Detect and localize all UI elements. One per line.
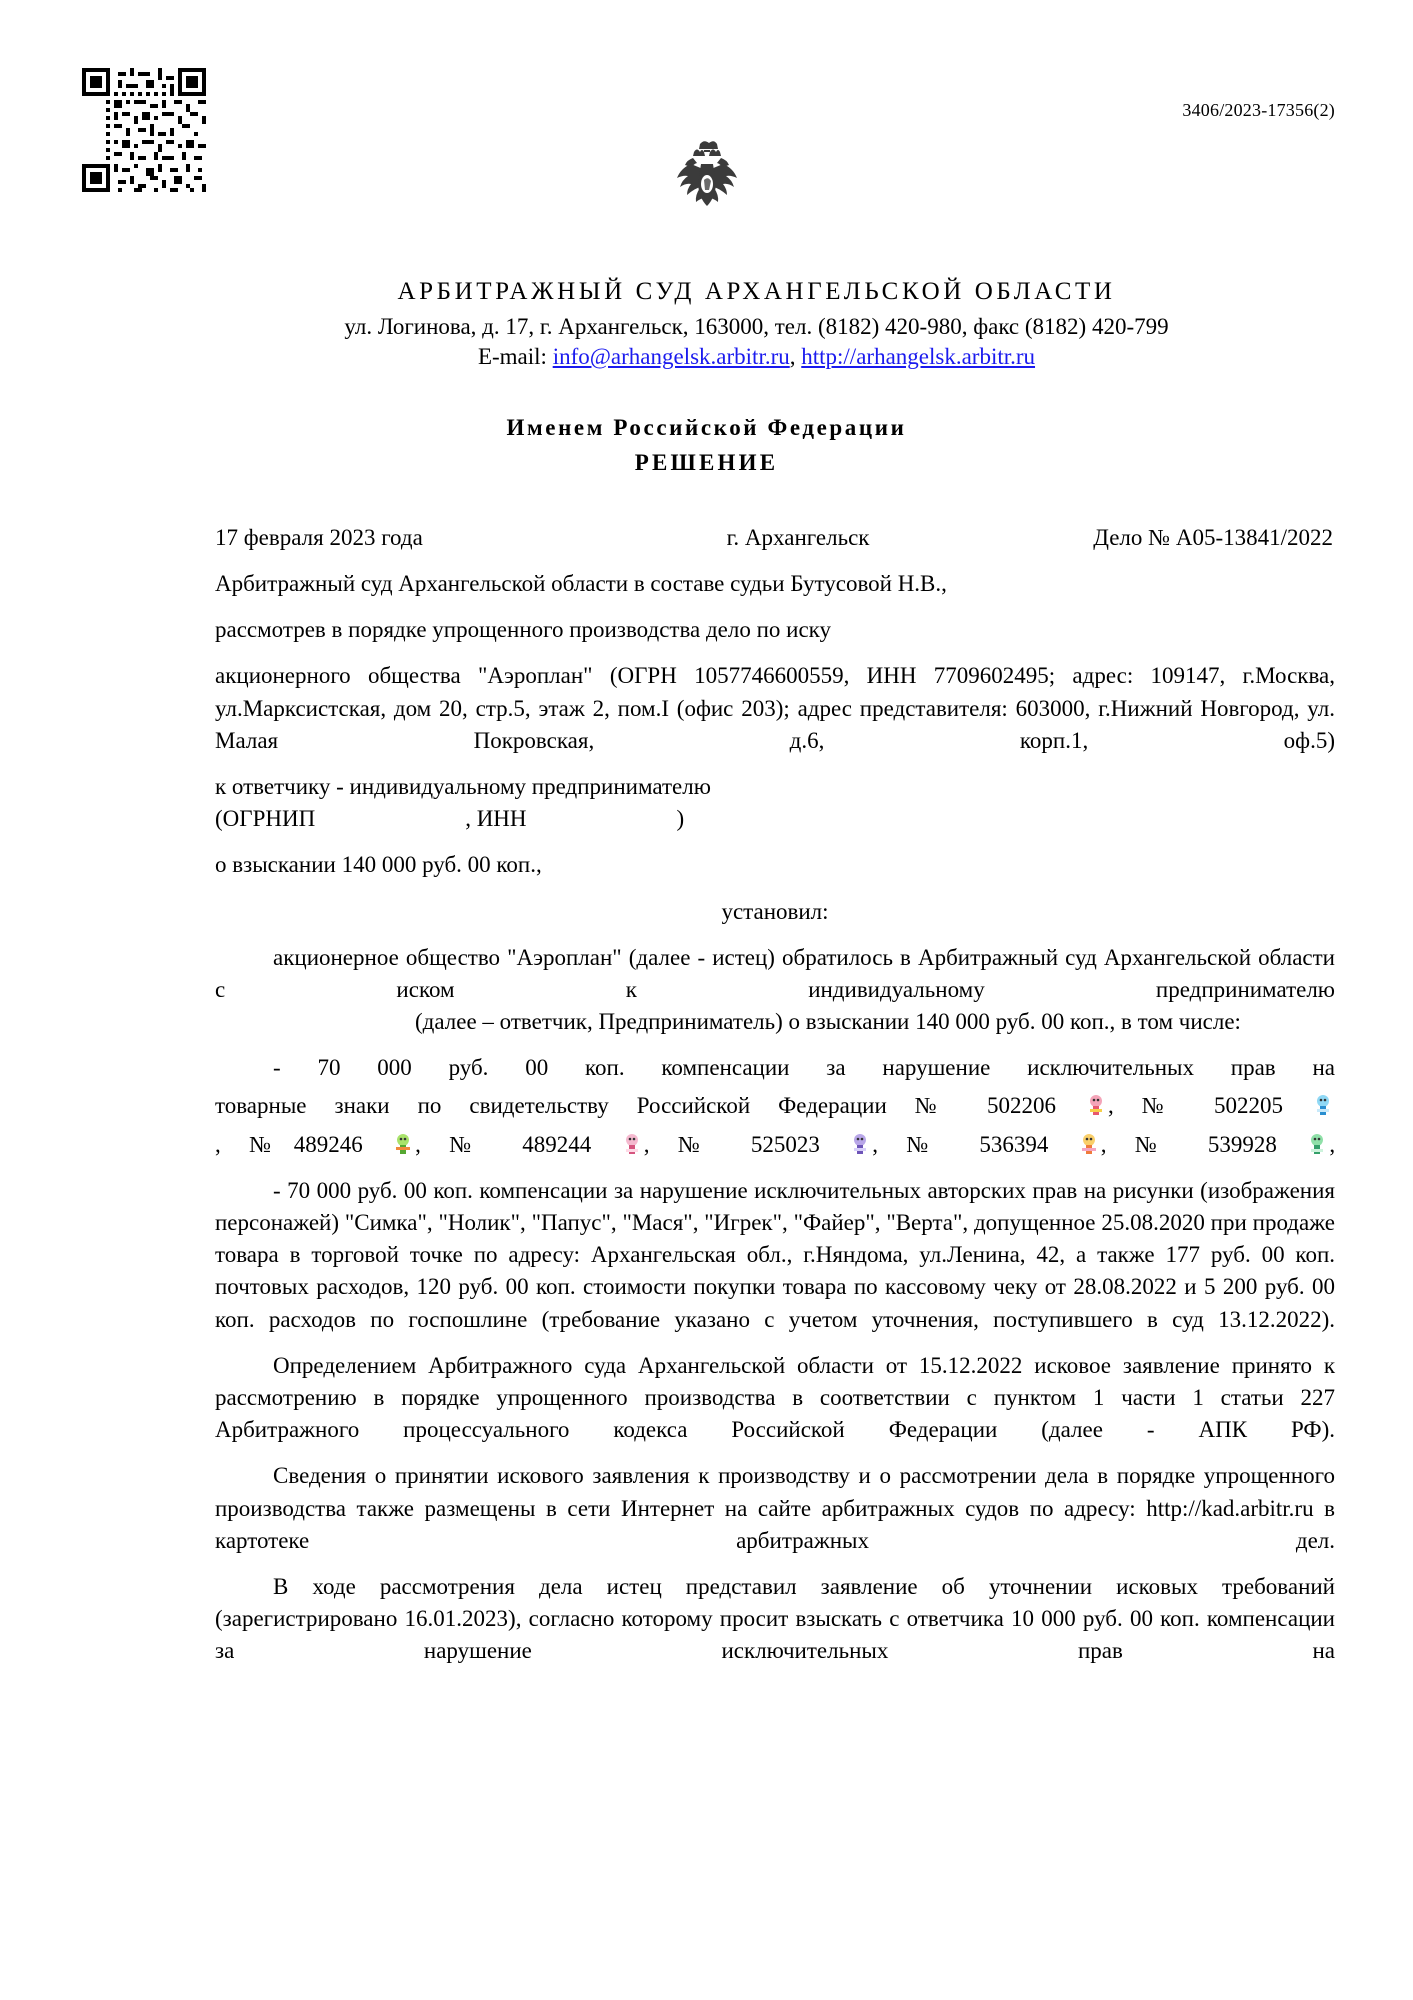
defendant-ogrnip-label: (ОГРНИП [215, 806, 316, 832]
decision-city: г. Архангельск [726, 525, 870, 550]
defendant-inn-label: , ИНН [465, 806, 527, 832]
court-name: АРБИТРАЖНЫЙ СУД АРХАНГЕЛЬСКОЙ ОБЛАСТИ [397, 278, 1116, 305]
russian-coat-of-arms-icon [0, 140, 1413, 223]
decision-body [215, 568, 1335, 1681]
case-number: Дело № А05-13841/2022 [1093, 525, 1333, 550]
paragraph-procedure: рассмотрев в порядке упрощенного производства дело по иску [215, 617, 832, 643]
trademark-character-icon [1078, 1132, 1100, 1158]
trademark-text-8: , [1329, 1131, 1336, 1157]
decision-date: 17 февраля 2023 года [215, 525, 423, 550]
paragraph-intro-cont [215, 1006, 1335, 1038]
paragraph-publication: Сведения о принятии искового заявления к производству и о рассмотрении дела в порядке упрощенного производства также размещены в сети Интернет на сайте арбитражных судов по адресу: http://kad.arbitr.ru в картотеке арбитражных дел. [215, 1463, 1335, 1553]
email-link[interactable]: info@arhangelsk.arbitr.ru [552, 344, 790, 369]
paragraph-clarification: В ходе рассмотрения дела истец представил заявление об уточнении исковых требований (зарегистрировано 16.01.2023), согласно которому просит взыскать с ответчика 10 000 руб. 00 коп. компенсации за нарушение исключительных прав на [215, 1573, 1335, 1664]
email-label: E-mail: [477, 344, 553, 369]
defendant-close-paren: ) [676, 806, 685, 832]
trademark-character-icon [392, 1132, 414, 1158]
trademark-text-1: товарные знаки по свидетельству Российской Федерации № 502206 [215, 1093, 1056, 1119]
paragraph-defendant-line1: к ответчику - индивидуальному предпринимателю [215, 773, 711, 799]
trademark-character-icon [621, 1132, 643, 1158]
trademark-character-icon [849, 1132, 871, 1158]
trademark-text-3: , №489246 [215, 1131, 363, 1157]
trademark-text-5: , № 525023 [643, 1131, 820, 1157]
paragraph-intro: акционерное общество "Аэроплан" (далее - истец) обратилось в Арбитражный суд Архангельской области с иском к индивидуальному предпринимателю [215, 944, 1335, 1002]
trademark-character-icon [1085, 1093, 1107, 1119]
court-contacts [180, 344, 1333, 370]
established-heading: установил: [721, 898, 829, 924]
intro-continuation-text: (далее – ответчик, Предприниматель) о взыскании 140 000 руб. 00 коп., в том числе: [415, 1009, 1241, 1035]
decision-title: РЕШЕНИЕ [634, 450, 779, 475]
trademark-character-icon [1306, 1132, 1328, 1158]
decision-meta [215, 525, 1333, 551]
court-address: ул. Логинова, д. 17, г. Архангельск, 163000, тел. (8182) 420-980, факс (8182) 420-799 [344, 314, 1169, 339]
paragraph-claim-item-2: - 70 000 руб. 00 коп. компенсации за нарушение исключительных авторских прав на рисунки (изображения персонажей) "Симка", "Нолик", "Папус", "Мася", "Игрек", "Файер", "Верта", допущенное 25.08.2020 при продаже товара в торговой точке по адресу: Архангельская обл., г.Няндома, ул.Ленина, 42, а также 177 руб. 00 коп. почтовых расходов, 120 руб. 00 коп. стоимости покупки товара по кассовому чеку от 28.08.2022 и 5 200 руб. 00 коп. расходов по госпошлине (требование указано с учетом уточнения, поступившего в суд 13.12.2022). [215, 1177, 1335, 1332]
trademark-text-7: , № 539928 [1100, 1131, 1277, 1157]
paragraph-court-ruling: Определением Арбитражного суда Архангельской области от 15.12.2022 исковое заявление принято к рассмотрению в порядке упрощенного производства в соответствии с пунктом 1 части 1 статьи 227 Арбитражного процессуального кодекса Российской Федерации (далее - АПК РФ). [215, 1352, 1335, 1443]
court-header [180, 278, 1333, 370]
trademark-text-2: , № 502205 [1108, 1093, 1283, 1119]
paragraph-plaintiff: акционерного общества "Аэроплан" (ОГРН 1057746600559, ИНН 7709602495; адрес: 109147, г.Москва, ул.Марксистская, дом 20, стр.5, этаж 2, пом.I (офис 203); адрес представителя: 603000, г.Нижний Новгород, ул. Малая Покровская, д.6, корп.1, оф.5) [215, 663, 1335, 753]
paragraph-claim-item-1: - 70 000 руб. 00 коп. компенсации за нарушение исключительных прав на [273, 1055, 1335, 1081]
trademark-text-4: , № 489244 [415, 1131, 592, 1157]
contacts-separator: , [789, 344, 802, 369]
paragraph-trademarks-line-1 [215, 1090, 1335, 1122]
trademark-character-icon [1312, 1093, 1334, 1119]
document-number: 3406/2023-17356(2) [1182, 100, 1335, 120]
website-link[interactable]: http://arhangelsk.arbitr.ru [801, 344, 1036, 369]
paragraph-trademarks-line-2 [215, 1129, 1335, 1161]
in-name-of-federation: Именем Российской Федерации [506, 415, 907, 440]
paragraph-claim-sum: о взыскании 140 000 руб. 00 коп., [215, 852, 542, 878]
paragraph-judge: Арбитражный суд Архангельской области в составе судьи Бутусовой Н.В., [215, 571, 947, 596]
paragraph-defendant-line2 [215, 803, 1335, 835]
trademark-text-6: , № 536394 [872, 1131, 1049, 1157]
